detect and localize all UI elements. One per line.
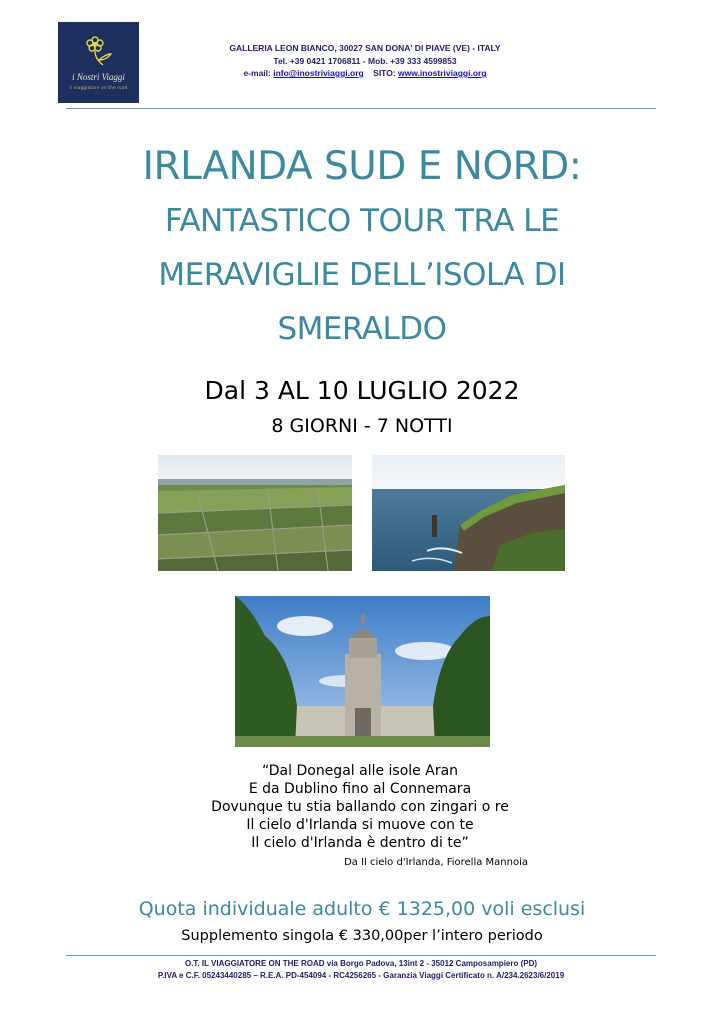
song-quote xyxy=(130,762,590,852)
tour-dates: Dal 3 AL 10 LUGLIO 2022 xyxy=(204,376,520,405)
individual-price: Quota individuale adulto € 1325,00 voli esclusi xyxy=(138,898,586,920)
quote-line: Il cielo d'Irlanda si muove con te xyxy=(246,817,474,833)
site-label: SITO: xyxy=(373,68,396,78)
photo-aran-fields xyxy=(158,455,352,571)
quote-line: Dovunque tu stia ballando con zingari o re xyxy=(211,799,509,815)
title-line-3: MERAVIGLIE DELL’ISOLA DI xyxy=(158,257,566,293)
title-line-2: FANTASTICO TOUR TRA LE xyxy=(164,203,560,239)
quote-line: E da Dublino fino al Connemara xyxy=(248,781,472,797)
footer-line-1: O.T. IL VIAGGIATORE ON THE ROAD via Borgo Padova, 13int 2 - 35012 Camposampiero (PD) xyxy=(184,959,538,968)
agency-address: GALLERIA LEON BIANCO, 30027 SAN DONA' DI PIAVE (VE) - ITALY xyxy=(229,43,501,53)
title-line-4: SMERALDO xyxy=(277,311,447,347)
quote-line: Il cielo d'Irlanda è dentro di te” xyxy=(251,835,469,851)
email-label: e-mail: xyxy=(243,68,271,78)
logo-tagline: il viaggiatore on the road xyxy=(69,85,128,90)
title-line-1: IRLANDA SUD E NORD: xyxy=(142,144,582,189)
single-supplement: Supplemento singola € 330,00per l’intero periodo xyxy=(181,928,543,944)
company-logo xyxy=(58,22,139,103)
footer-divider xyxy=(66,955,656,956)
header-divider xyxy=(66,108,656,109)
footer-line-2: P.IVA e C.F. 05243440285 – R.E.A. PD-454094 - RC4256265 - Garanzia Viaggi Certificato n. A/234.2623/6/2019 xyxy=(157,971,565,980)
photo-cliffs xyxy=(372,455,565,571)
tour-duration: 8 GIORNI - 7 NOTTI xyxy=(271,415,453,437)
page-title xyxy=(30,140,694,356)
agency-contacts xyxy=(200,42,530,80)
agency-phone: Tel. +39 0421 1706811 - Mob. +39 333 4599853 xyxy=(273,55,457,66)
agency-web xyxy=(200,67,530,80)
site-link[interactable]: www.inostriviaggi.org xyxy=(398,68,487,78)
logo-name: i Nostri Viaggi xyxy=(72,72,125,82)
footer xyxy=(66,958,656,982)
quote-source: Da Il cielo d'Irlanda, Fiorella Mannoia xyxy=(344,857,528,868)
email-link[interactable]: info@inostriviaggi.org xyxy=(273,68,364,78)
flower-icon xyxy=(81,32,117,68)
photo-trinity-college xyxy=(235,596,490,747)
quote-line: “Dal Donegal alle isole Aran xyxy=(261,763,459,779)
